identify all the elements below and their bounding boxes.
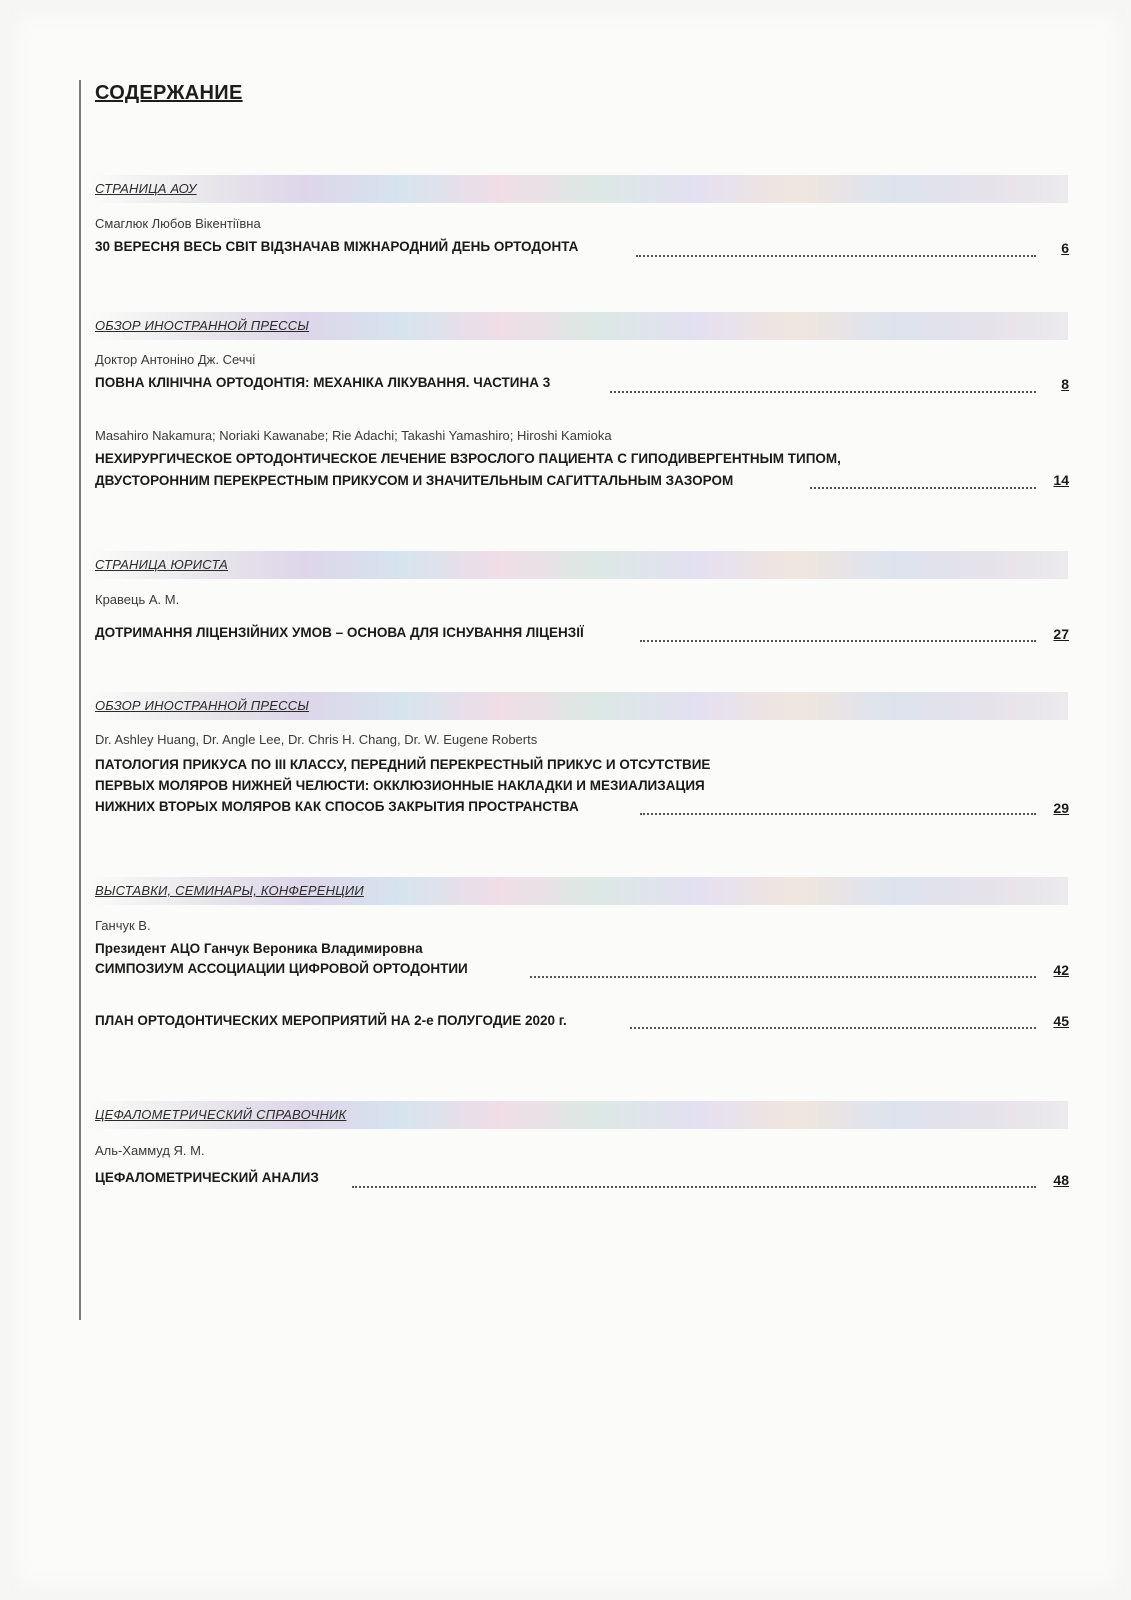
toc-entry-link[interactable]: ПАТОЛОГИЯ ПРИКУСА ПО III КЛАССУ, ПЕРЕДНИЙ ПЕРЕКРЕСТНЫЙ ПРИКУС И ОТСУТСТВИЕ: [95, 757, 711, 772]
toc-entry-link[interactable]: ДОТРИМАННЯ ЛІЦЕНЗІЙНИХ УМОВ – ОСНОВА ДЛЯ ІСНУВАННЯ ЛІЦЕНЗІЇ: [95, 625, 584, 640]
toc-entry-link[interactable]: ДВУСТОРОННИМ ПЕРЕКРЕСТНЫМ ПРИКУСОМ И ЗНАЧИТЕЛЬНЫМ САГИТТАЛЬНЫМ ЗАЗОРОМ: [95, 473, 734, 488]
toc-entry-link[interactable]: НЕХИРУРГИЧЕСКОЕ ОРТОДОНТИЧЕСКОЕ ЛЕЧЕНИЕ ВЗРОСЛОГО ПАЦИЕНТА С ГИПОДИВЕРГЕНТНЫМ ТИПОМ,: [95, 451, 841, 466]
toc-entry-link[interactable]: ЦЕФАЛОМЕТРИЧЕСКИЙ АНАЛИЗ: [95, 1170, 319, 1185]
page-number[interactable]: 48: [1053, 1172, 1069, 1188]
article-author: Masahiro Nakamura; Noriaki Kawanabe; Rie Adachi; Takashi Yamashiro; Hiroshi Kamioka: [95, 428, 612, 443]
dot-leader: [640, 640, 1036, 642]
section-label: ОБЗОР ИНОСТРАННОЙ ПРЕССЫ: [95, 698, 310, 713]
section-header: [90, 551, 1068, 579]
section-label: СТРАНИЦА АОУ: [95, 181, 197, 196]
dot-leader: [640, 813, 1036, 815]
page-number[interactable]: 27: [1053, 626, 1069, 642]
section-header: [90, 175, 1068, 203]
section-header: [90, 877, 1068, 905]
article-author: Смаглюк Любов Вікентіївна: [95, 216, 261, 231]
dot-leader: [636, 255, 1036, 257]
toc-title: СОДЕРЖАНИЕ: [95, 82, 243, 104]
section-header: [90, 1101, 1068, 1129]
toc-entry-link[interactable]: СИМПОЗИУМ АССОЦИАЦИИ ЦИФРОВОЙ ОРТОДОНТИИ: [95, 961, 468, 976]
margin-rule: [79, 80, 81, 1320]
dot-leader: [810, 487, 1036, 489]
article-author: Ганчук В.: [95, 918, 151, 933]
toc-entry-link[interactable]: 30 ВЕРЕСНЯ ВЕСЬ СВІТ ВІДЗНАЧАВ МІЖНАРОДНИЙ ДЕНЬ ОРТОДОНТА: [95, 239, 579, 254]
article-note: Президент АЦО Ганчук Вероника Владимировна: [95, 941, 423, 956]
article-author: Кравець А. М.: [95, 592, 180, 607]
section-label: ЦЕФАЛОМЕТРИЧЕСКИЙ СПРАВОЧНИК: [95, 1107, 347, 1122]
section-header: [90, 692, 1068, 720]
section-header: [90, 312, 1068, 340]
article-author: Аль-Хаммуд Я. М.: [95, 1143, 205, 1158]
page-number[interactable]: 42: [1053, 962, 1069, 978]
page-number[interactable]: 6: [1061, 240, 1069, 256]
section-label: ОБЗОР ИНОСТРАННОЙ ПРЕССЫ: [95, 318, 310, 333]
page-number[interactable]: 45: [1053, 1013, 1069, 1029]
toc-entry-link[interactable]: ПЕРВЫХ МОЛЯРОВ НИЖНЕЙ ЧЕЛЮСТИ: ОККЛЮЗИОННЫЕ НАКЛАДКИ И МЕЗИАЛИЗАЦИЯ: [95, 778, 705, 793]
dot-leader: [610, 391, 1036, 393]
dot-leader: [530, 976, 1036, 978]
article-author: Dr. Ashley Huang, Dr. Angle Lee, Dr. Chris H. Chang, Dr. W. Eugene Roberts: [95, 732, 538, 747]
section-label: СТРАНИЦА ЮРИСТА: [95, 557, 229, 572]
dot-leader: [352, 1186, 1036, 1188]
dot-leader: [630, 1027, 1036, 1029]
toc-entry-link[interactable]: НИЖНИХ ВТОРЫХ МОЛЯРОВ КАК СПОСОБ ЗАКРЫТИЯ ПРОСТРАНСТВА: [95, 799, 579, 814]
page-number[interactable]: 14: [1053, 472, 1069, 488]
toc-entry-link[interactable]: ПЛАН ОРТОДОНТИЧЕСКИХ МЕРОПРИЯТИЙ НА 2-е ПОЛУГОДИЕ 2020 г.: [95, 1013, 567, 1028]
page-number[interactable]: 29: [1053, 800, 1069, 816]
page-number[interactable]: 8: [1061, 376, 1069, 392]
section-label: ВЫСТАВКИ, СЕМИНАРЫ, КОНФЕРЕНЦИИ: [95, 883, 364, 898]
article-author: Доктор Антоніно Дж. Сеччі: [95, 352, 256, 367]
toc-entry-link[interactable]: ПОВНА КЛІНІЧНА ОРТОДОНТІЯ: МЕХАНІКА ЛІКУВАННЯ. ЧАСТИНА 3: [95, 375, 551, 390]
